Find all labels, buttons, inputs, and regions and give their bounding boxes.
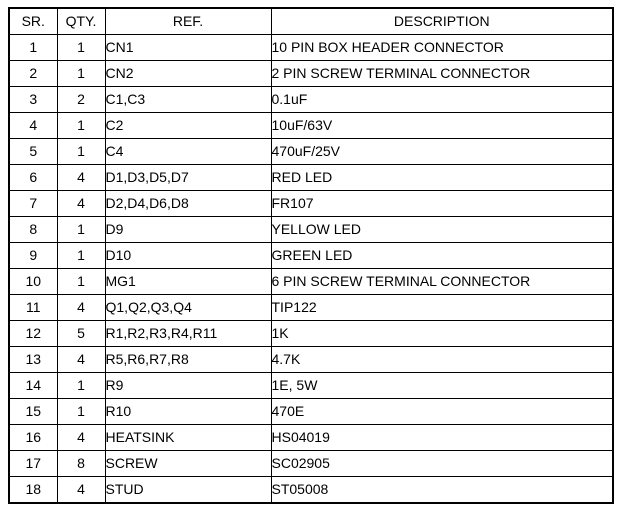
- cell-sr: 17: [9, 451, 57, 477]
- cell-sr: 14: [9, 373, 57, 399]
- cell-qty: 4: [57, 425, 105, 451]
- cell-qty: 1: [57, 139, 105, 165]
- table-row: [9, 139, 613, 165]
- column-header-ref: REF.: [105, 8, 271, 35]
- cell-ref: SCREW: [105, 451, 271, 477]
- cell-sr: 15: [9, 399, 57, 425]
- table-body: [9, 8, 613, 503]
- cell-qty: 1: [57, 61, 105, 87]
- cell-qty: 1: [57, 217, 105, 243]
- cell-ref: D2,D4,D6,D8: [105, 191, 271, 217]
- table-row: [9, 61, 613, 87]
- table-row: [9, 113, 613, 139]
- cell-desc: 6 PIN SCREW TERMINAL CONNECTOR: [271, 269, 613, 295]
- cell-ref: C2: [105, 113, 271, 139]
- cell-sr: 2: [9, 61, 57, 87]
- cell-qty: 1: [57, 243, 105, 269]
- table-row: [9, 477, 613, 504]
- table-row: [9, 87, 613, 113]
- cell-ref: D10: [105, 243, 271, 269]
- cell-qty: 2: [57, 87, 105, 113]
- table-row: [9, 451, 613, 477]
- cell-desc: FR107: [271, 191, 613, 217]
- table-row: [9, 165, 613, 191]
- cell-desc: GREEN LED: [271, 243, 613, 269]
- column-header-desc: DESCRIPTION: [271, 8, 613, 35]
- cell-ref: STUD: [105, 477, 271, 504]
- cell-sr: 6: [9, 165, 57, 191]
- cell-sr: 16: [9, 425, 57, 451]
- cell-sr: 1: [9, 35, 57, 61]
- cell-sr: 13: [9, 347, 57, 373]
- cell-desc: 10uF/63V: [271, 113, 613, 139]
- table-row: [9, 217, 613, 243]
- table-row: [9, 321, 613, 347]
- cell-sr: 12: [9, 321, 57, 347]
- cell-desc: RED LED: [271, 165, 613, 191]
- table-row: [9, 425, 613, 451]
- cell-desc: 1E, 5W: [271, 373, 613, 399]
- cell-sr: 10: [9, 269, 57, 295]
- cell-qty: 1: [57, 269, 105, 295]
- table-header-row: [9, 8, 613, 35]
- cell-desc: SC02905: [271, 451, 613, 477]
- cell-sr: 5: [9, 139, 57, 165]
- cell-ref: Q1,Q2,Q3,Q4: [105, 295, 271, 321]
- cell-qty: 5: [57, 321, 105, 347]
- column-header-qty: QTY.: [57, 8, 105, 35]
- cell-ref: MG1: [105, 269, 271, 295]
- table-row: [9, 399, 613, 425]
- cell-sr: 11: [9, 295, 57, 321]
- cell-ref: CN1: [105, 35, 271, 61]
- cell-ref: C1,C3: [105, 87, 271, 113]
- cell-ref: R9: [105, 373, 271, 399]
- table-row: [9, 243, 613, 269]
- cell-desc: YELLOW LED: [271, 217, 613, 243]
- cell-sr: 9: [9, 243, 57, 269]
- column-header-sr: SR.: [9, 8, 57, 35]
- cell-desc: 0.1uF: [271, 87, 613, 113]
- cell-sr: 3: [9, 87, 57, 113]
- cell-ref: D1,D3,D5,D7: [105, 165, 271, 191]
- cell-desc: 470uF/25V: [271, 139, 613, 165]
- cell-desc: ST05008: [271, 477, 613, 504]
- cell-sr: 18: [9, 477, 57, 504]
- cell-sr: 8: [9, 217, 57, 243]
- cell-qty: 8: [57, 451, 105, 477]
- cell-qty: 4: [57, 295, 105, 321]
- cell-ref: CN2: [105, 61, 271, 87]
- cell-sr: 4: [9, 113, 57, 139]
- cell-ref: R5,R6,R7,R8: [105, 347, 271, 373]
- cell-qty: 1: [57, 113, 105, 139]
- cell-ref: R1,R2,R3,R4,R11: [105, 321, 271, 347]
- table-row: [9, 35, 613, 61]
- cell-ref: C4: [105, 139, 271, 165]
- cell-qty: 4: [57, 477, 105, 504]
- cell-desc: 1K: [271, 321, 613, 347]
- table-row: [9, 191, 613, 217]
- cell-qty: 1: [57, 35, 105, 61]
- cell-qty: 4: [57, 165, 105, 191]
- table-row: [9, 373, 613, 399]
- cell-desc: 10 PIN BOX HEADER CONNECTOR: [271, 35, 613, 61]
- cell-qty: 4: [57, 191, 105, 217]
- cell-desc: TIP122: [271, 295, 613, 321]
- cell-ref: D9: [105, 217, 271, 243]
- bom-sheet: [8, 7, 612, 501]
- cell-qty: 4: [57, 347, 105, 373]
- table-row: [9, 347, 613, 373]
- cell-desc: 2 PIN SCREW TERMINAL CONNECTOR: [271, 61, 613, 87]
- cell-ref: HEATSINK: [105, 425, 271, 451]
- table-row: [9, 295, 613, 321]
- cell-sr: 7: [9, 191, 57, 217]
- table-row: [9, 269, 613, 295]
- cell-desc: 4.7K: [271, 347, 613, 373]
- cell-qty: 1: [57, 373, 105, 399]
- bill-of-materials-table: [8, 7, 614, 504]
- cell-desc: 470E: [271, 399, 613, 425]
- cell-ref: R10: [105, 399, 271, 425]
- cell-desc: HS04019: [271, 425, 613, 451]
- cell-qty: 1: [57, 399, 105, 425]
